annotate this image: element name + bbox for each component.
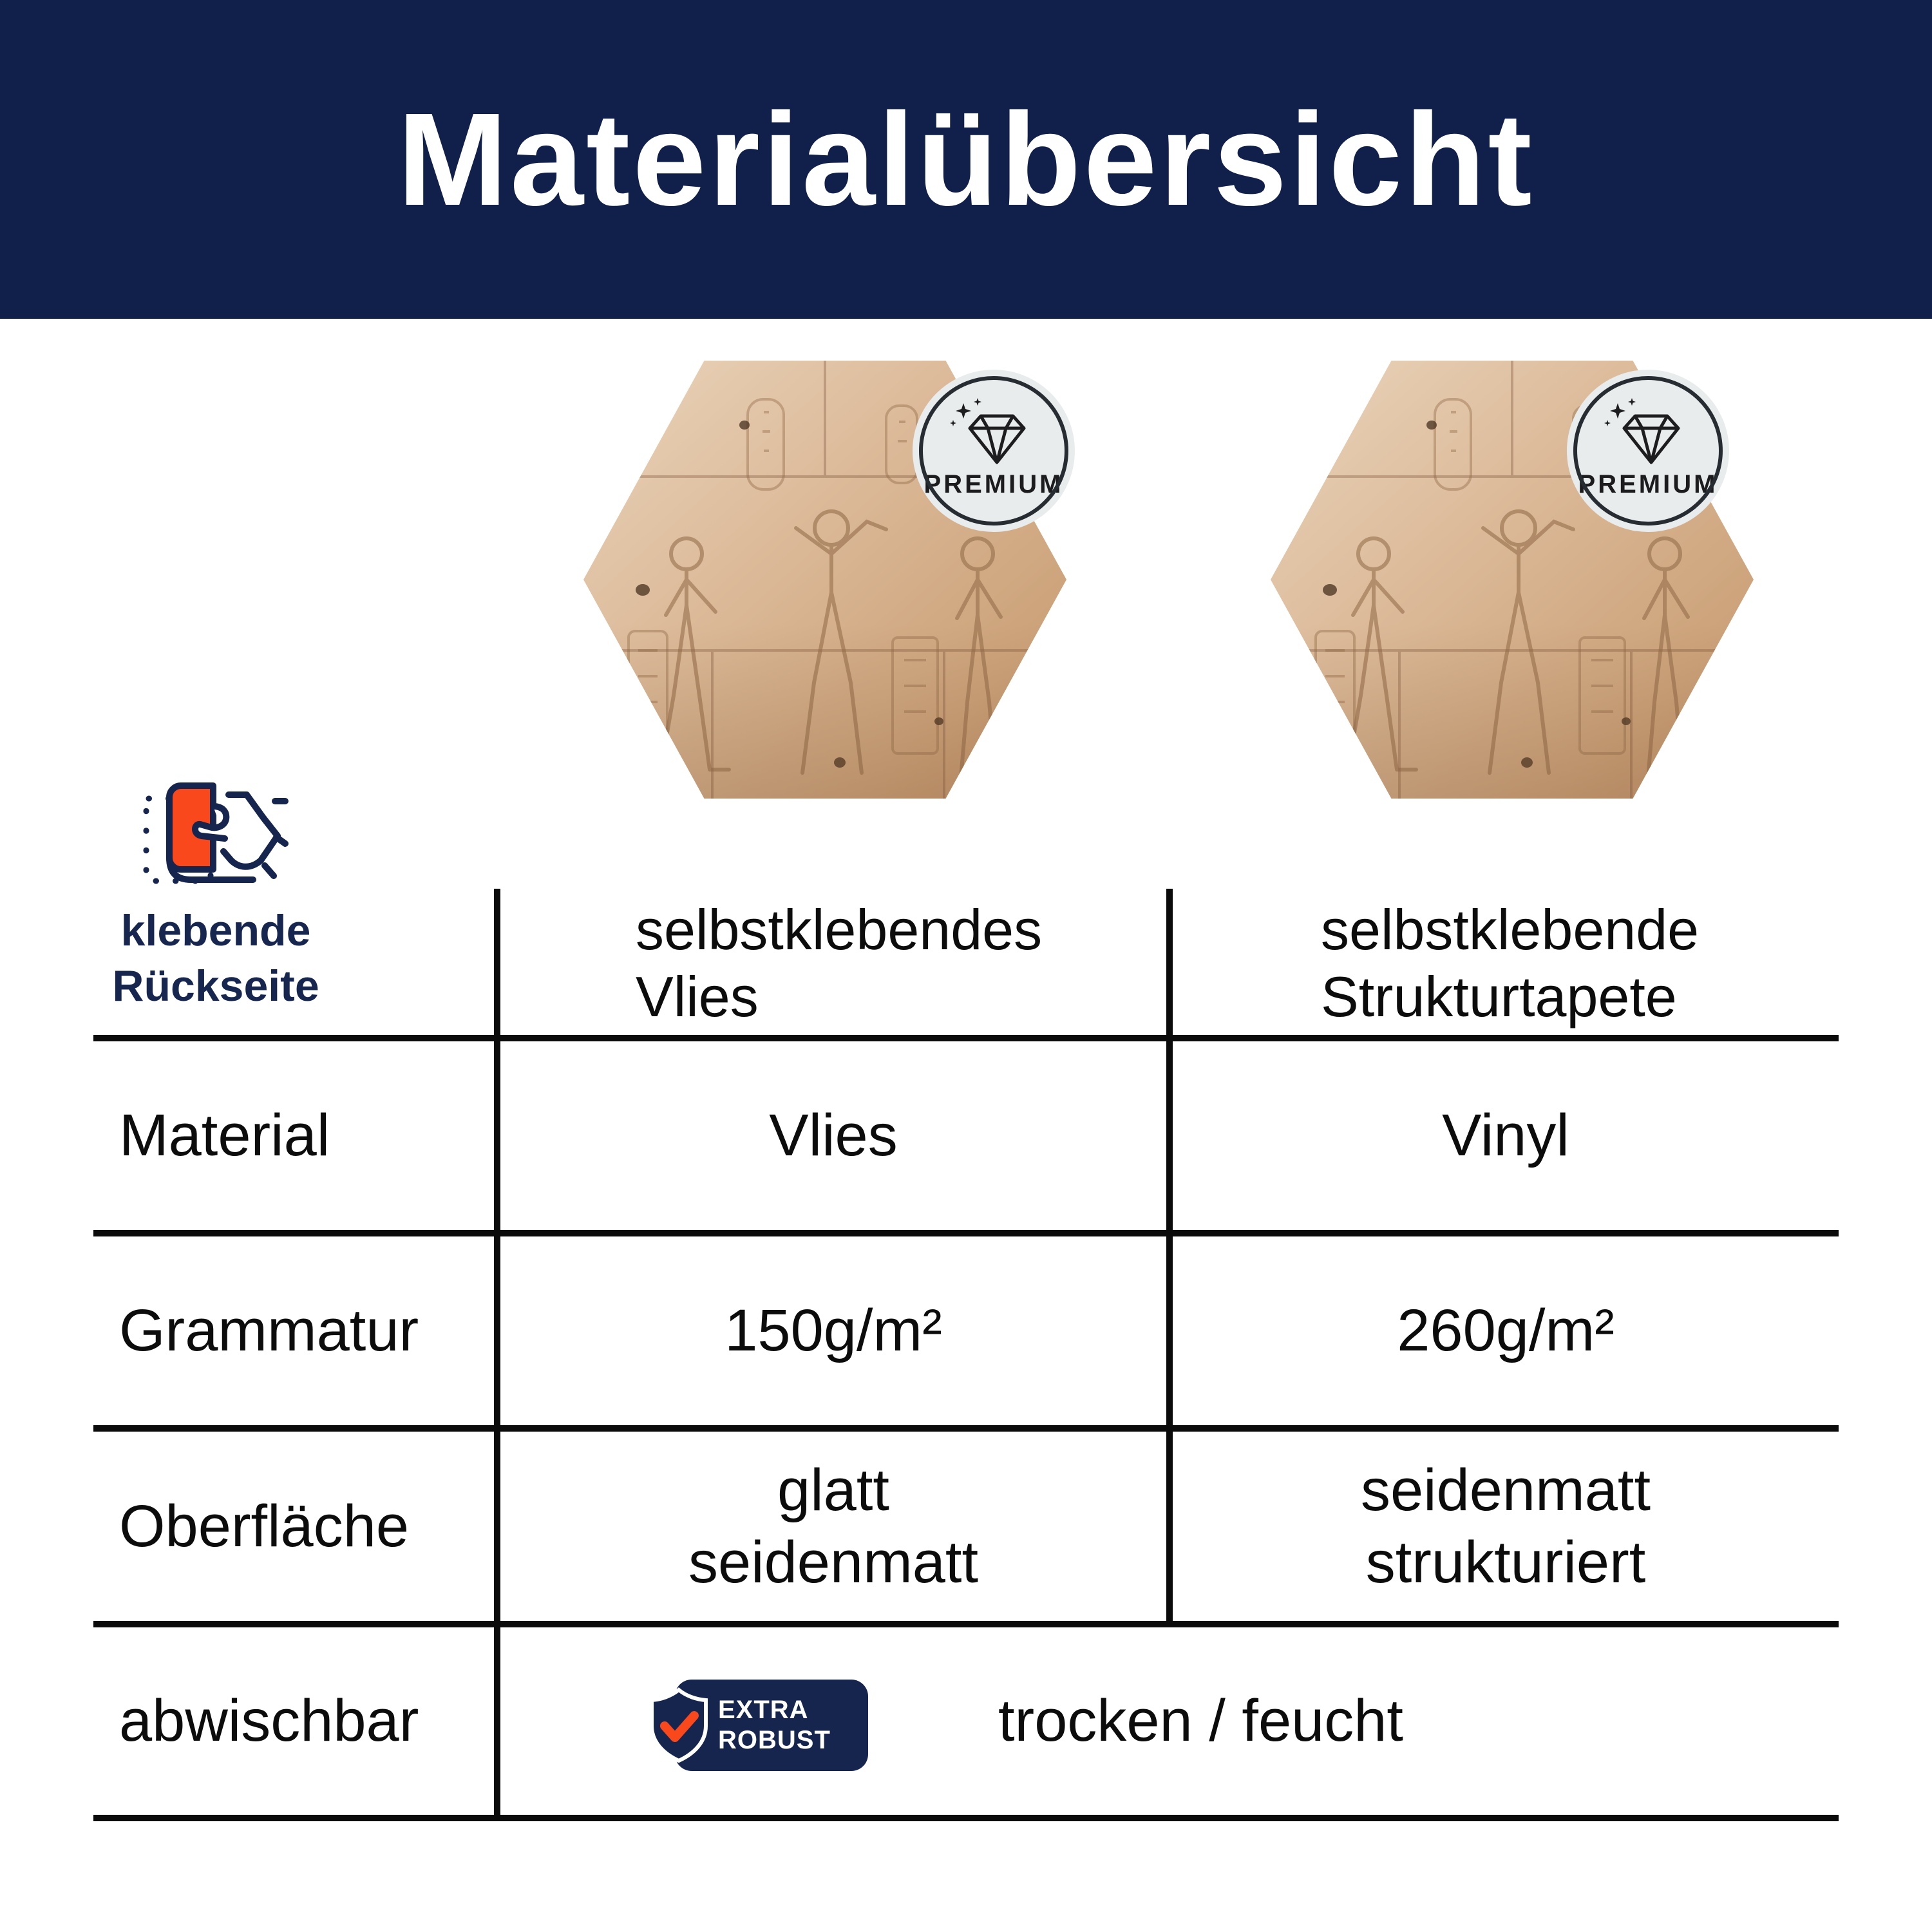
peel-off-icon — [138, 768, 296, 890]
adhesive-back-label — [87, 903, 345, 1014]
column-header-vlies — [636, 896, 1042, 1030]
badge-ring — [1573, 376, 1723, 526]
badge-ring — [919, 376, 1068, 526]
adhesive-back-label-line1: klebende — [120, 906, 311, 955]
row-label-grammatur: Grammatur — [119, 1298, 419, 1363]
cell-oberflaeche-vlies — [500, 1454, 1166, 1598]
cell-grammatur-vlies: 150g/m² — [724, 1298, 942, 1363]
badge-line: EXTRA — [718, 1696, 809, 1724]
cell-line: seidenmatt — [688, 1530, 979, 1595]
cell-line: glatt — [777, 1457, 889, 1523]
column-header-line: Strukturtapete — [1321, 965, 1677, 1028]
table-row-divider — [93, 1425, 1839, 1432]
adhesive-back-label-line2: Rückseite — [112, 961, 319, 1010]
column-header-line: selbstklebende — [1321, 898, 1700, 961]
premium-label: PREMIUM — [923, 470, 1064, 498]
row-label-oberflaeche: Oberfläche — [119, 1493, 410, 1559]
table-row-divider — [93, 1230, 1839, 1236]
table-row-divider — [93, 1035, 1839, 1041]
column-header-strukturtapete — [1321, 896, 1699, 1030]
cell-oberflaeche-vinyl — [1173, 1454, 1839, 1598]
row-label-abwischbar: abwischbar — [119, 1688, 419, 1754]
row-label-material: Material — [119, 1103, 330, 1168]
table-column-divider-1 — [494, 889, 500, 1821]
cell-abwischbar-value: trocken / feucht — [998, 1688, 1403, 1754]
cell-grammatur-vinyl: 260g/m² — [1397, 1298, 1615, 1363]
premium-badge — [913, 370, 1075, 532]
premium-badge — [1567, 370, 1729, 532]
cell-material-vlies: Vlies — [769, 1103, 898, 1168]
column-header-line: Vlies — [636, 965, 759, 1028]
cell-material-vinyl: Vinyl — [1442, 1103, 1569, 1168]
badge-line: ROBUST — [718, 1726, 831, 1754]
cell-line: strukturiert — [1365, 1530, 1646, 1595]
shield-check-icon — [647, 1686, 711, 1763]
table-column-divider-2 — [1166, 889, 1173, 1627]
page-title: Materialübersicht — [397, 85, 1535, 233]
table-bottom-border — [93, 1815, 1839, 1821]
header-band — [0, 0, 1932, 319]
column-header-line: selbstklebendes — [636, 898, 1043, 961]
extra-robust-badge-text — [718, 1695, 831, 1756]
premium-label: PREMIUM — [1578, 470, 1718, 498]
table-row-divider — [93, 1621, 1839, 1627]
cell-line: seidenmatt — [1360, 1457, 1651, 1523]
